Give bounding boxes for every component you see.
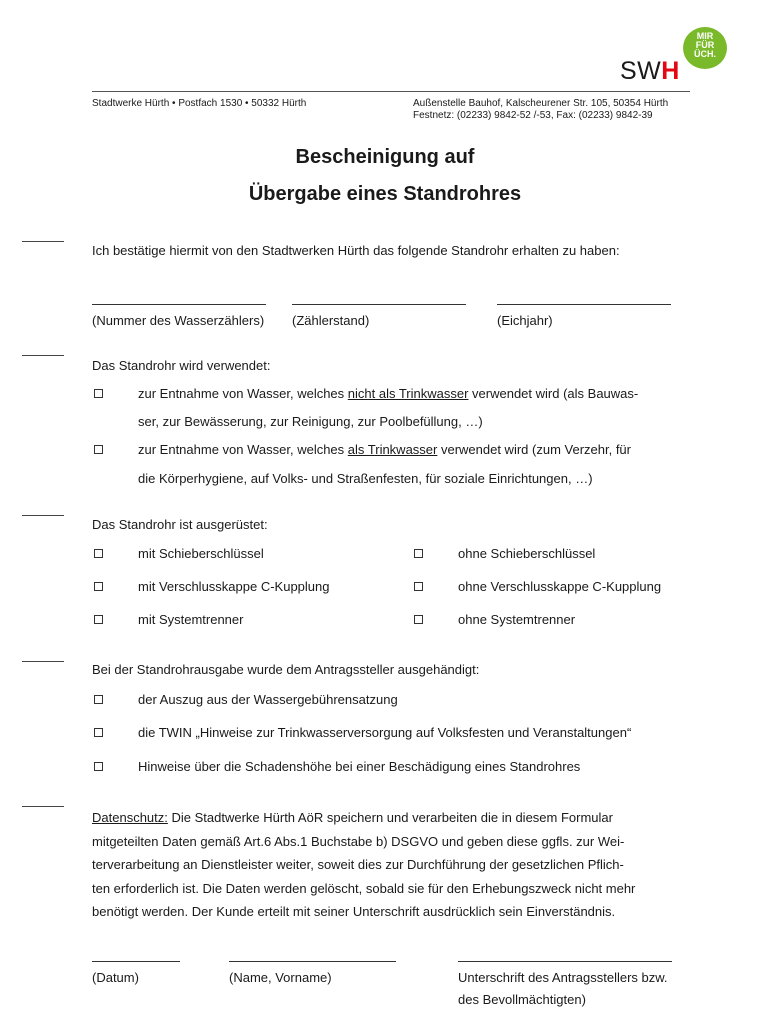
- margin-mark: [22, 241, 64, 242]
- logo-bubble: [683, 27, 727, 69]
- margin-mark: [22, 806, 64, 807]
- meter-number-field[interactable]: [92, 304, 266, 305]
- logo-sw: SW: [620, 57, 662, 85]
- name-label: (Name, Vorname): [229, 970, 332, 985]
- logo-bubble-line: MIR: [696, 31, 714, 41]
- margin-mark: [22, 515, 64, 516]
- meter-number-label: (Nummer des Wasserzählers): [92, 313, 265, 328]
- equipment-without-separator-label: ohne Systemtrenner: [458, 612, 576, 627]
- page-title-line2: Übergabe eines Standrohres: [248, 183, 522, 205]
- usage-drinking-label: [138, 442, 631, 457]
- intro-text: Ich bestätige hiermit von den Stadtwerken Hürth das folgende Standrohr erhalten zu haben:: [92, 243, 620, 258]
- equipment-without-key-checkbox[interactable]: [414, 549, 423, 558]
- usage-non-drinking-checkbox[interactable]: [94, 389, 103, 398]
- privacy-text: Die Stadtwerke Hürth AöR speichern und verarbeiten die in diesem Formular: [167, 810, 613, 825]
- label-text: verwendet wird (zum Verzehr, für: [437, 442, 631, 457]
- privacy-line: mitgeteilten Daten gemäß Art.6 Abs.1 Buchstabe b) DSGVO und geben diese ggfls. zur Wei-: [92, 833, 625, 849]
- equipment-heading: Das Standrohr ist ausgerüstet:: [92, 517, 268, 532]
- equipment-with-separator-label: mit Systemtrenner: [138, 612, 244, 627]
- meter-reading-field[interactable]: [292, 304, 466, 305]
- calibration-year-field[interactable]: [497, 304, 671, 305]
- handout-twin-checkbox[interactable]: [94, 728, 103, 737]
- margin-mark: [22, 661, 64, 662]
- equipment-with-key-label: mit Schieberschlüssel: [138, 546, 264, 561]
- usage-drinking-checkbox[interactable]: [94, 445, 103, 454]
- equipment-without-cap-label: ohne Verschlusskappe C-Kupplung: [458, 579, 662, 594]
- header-address-right-1: Außenstelle Bauhof, Kalscheurener Str. 105, 50354 Hürth: [413, 98, 669, 109]
- name-field[interactable]: [229, 961, 396, 962]
- equipment-without-separator-checkbox[interactable]: [414, 615, 423, 624]
- handout-twin-label: die TWIN „Hinweise zur Trinkwasserversorgung auf Volksfesten und Veranstaltungen“: [138, 725, 632, 740]
- logo-h: H: [661, 57, 680, 85]
- label-text: zur Entnahme von Wasser, welches: [138, 442, 348, 457]
- equipment-with-cap-label: mit Verschlusskappe C-Kupplung: [138, 579, 330, 594]
- equipment-with-key-checkbox[interactable]: [94, 549, 103, 558]
- logo-bubble-line: ÜCH.: [694, 49, 716, 59]
- handout-damage-label: Hinweise über die Schadenshöhe bei einer Beschädigung eines Standrohres: [138, 759, 581, 774]
- header-address-right-2: Festnetz: (02233) 9842-52 /-53, Fax: (02233) 9842-39: [413, 110, 653, 121]
- equipment-with-separator-checkbox[interactable]: [94, 615, 103, 624]
- usage-non-drinking-label: [138, 386, 638, 401]
- privacy-notice: [92, 806, 692, 924]
- label-text: verwendet wird (als Bauwas-: [468, 386, 639, 401]
- meter-reading-label: (Zählerstand): [292, 313, 370, 328]
- date-label: (Datum): [92, 970, 139, 985]
- equipment-with-cap-checkbox[interactable]: [94, 582, 103, 591]
- privacy-label: Datenschutz:: [92, 810, 168, 825]
- usage-drinking-label-line2: die Körperhygiene, auf Volks- und Straßenfesten, für soziale Einrichtungen, …): [138, 471, 593, 486]
- header-address-left: Stadtwerke Hürth • Postfach 1530 • 50332 Hürth: [92, 98, 307, 109]
- handout-fee-statute-label: der Auszug aus der Wassergebührensatzung: [138, 692, 398, 707]
- logo-wordmark: [620, 57, 680, 86]
- date-field[interactable]: [92, 961, 180, 962]
- handout-fee-statute-checkbox[interactable]: [94, 695, 103, 704]
- page-title-line1: Bescheinigung auf: [295, 146, 475, 168]
- privacy-line: [92, 806, 692, 830]
- label-text-underlined: nicht als Trinkwasser: [347, 386, 469, 401]
- margin-mark: [22, 355, 64, 356]
- header-rule: [92, 91, 690, 92]
- label-text-underlined: als Trinkwasser: [347, 442, 438, 457]
- usage-non-drinking-label-line2: ser, zur Bewässerung, zur Reinigung, zur Poolbefüllung, …): [138, 414, 483, 429]
- handout-heading: Bei der Standrohrausgabe wurde dem Antragssteller ausgehändigt:: [92, 662, 480, 677]
- signature-field[interactable]: [458, 961, 672, 962]
- usage-heading: Das Standrohr wird verwendet:: [92, 358, 271, 373]
- signature-label-line2: des Bevollmächtigten): [458, 992, 586, 1007]
- equipment-without-key-label: ohne Schieberschlüssel: [458, 546, 596, 561]
- label-text: zur Entnahme von Wasser, welches: [138, 386, 348, 401]
- equipment-without-cap-checkbox[interactable]: [414, 582, 423, 591]
- signature-label-line1: Unterschrift des Antragsstellers bzw.: [458, 970, 668, 985]
- calibration-year-label: (Eichjahr): [497, 313, 553, 328]
- swh-logo: [620, 27, 730, 87]
- handout-damage-checkbox[interactable]: [94, 762, 103, 771]
- privacy-line: benötigt werden. Der Kunde erteilt mit seiner Unterschrift ausdrücklich sein Einverständnis.: [92, 904, 616, 919]
- logo-bubble-line: FÜR: [695, 40, 715, 50]
- privacy-line: terverarbeitung an Dienstleister weiter, soweit dies zur Durchführung der gesetzlichen Pflich-: [92, 857, 624, 872]
- privacy-line: ten erforderlich ist. Die Daten werden gelöscht, sobald sie für den Erhebungszweck nicht mehr: [92, 880, 636, 896]
